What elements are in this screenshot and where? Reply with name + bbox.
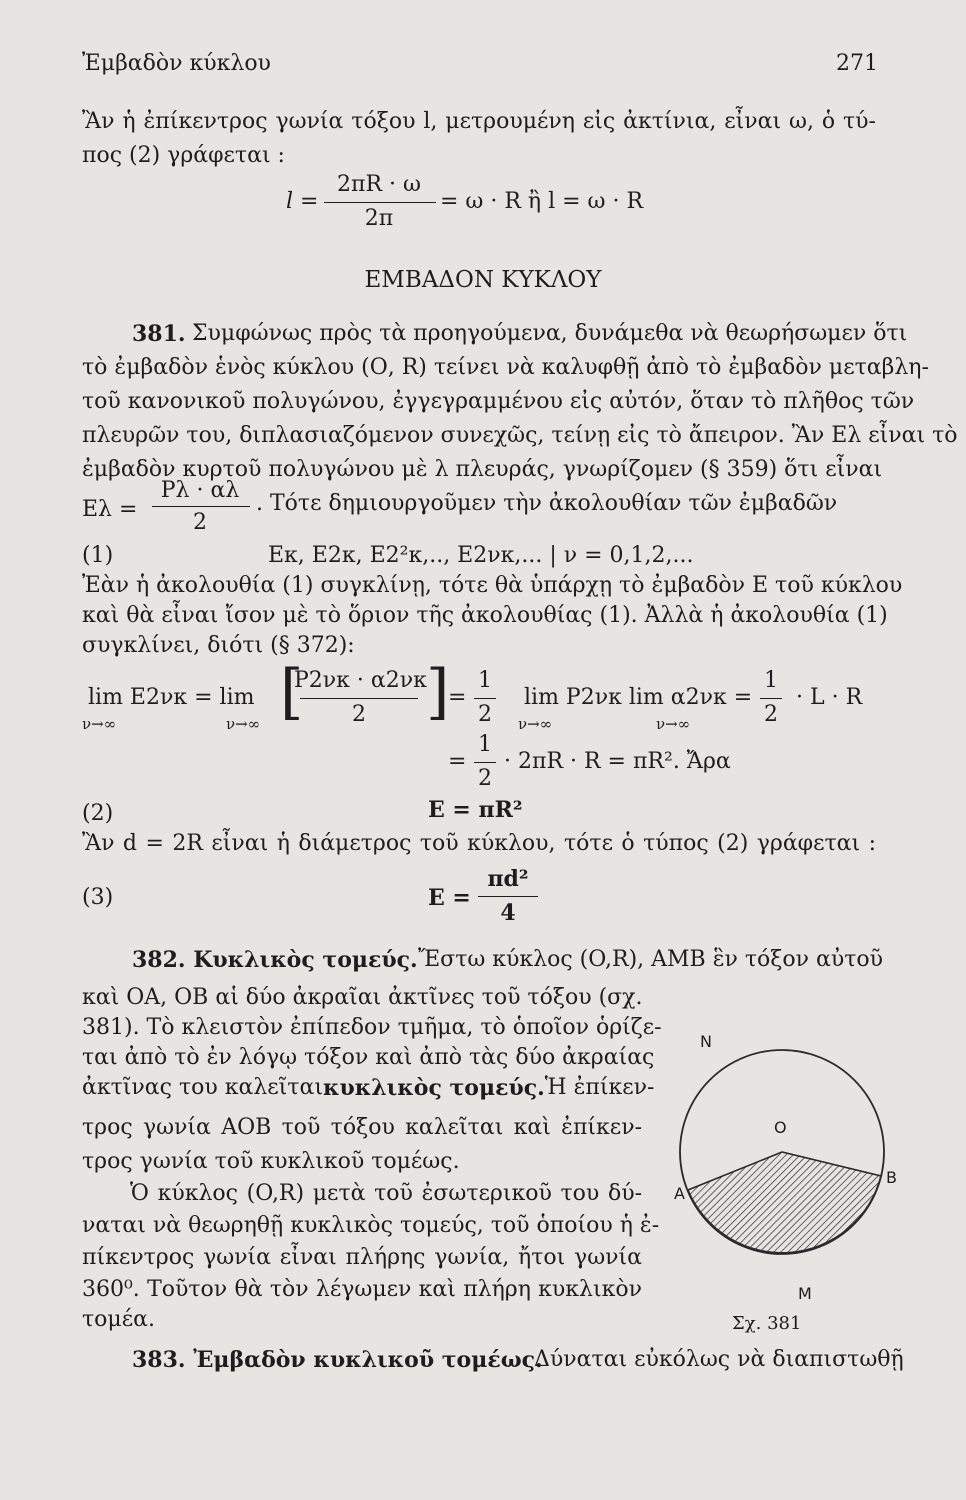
text-line: τοῦ κανονικοῦ πολυγώνου, ἐγγεγραμμένου εἰς αὐτόν, ὅταν τὸ πλῆθος τῶν bbox=[82, 389, 915, 414]
diameter-formula-lhs: E = bbox=[428, 885, 471, 911]
diameter-formula-numerator: πd² bbox=[487, 866, 529, 892]
text-line: Δύναται εὐκόλως νὰ διαπιστωθῇ bbox=[534, 1347, 904, 1372]
equation-label: (3) bbox=[82, 885, 114, 910]
paragraph-heading: 382. Κυκλικὸς τομεύς. bbox=[132, 947, 418, 973]
formula-lhs: l = bbox=[286, 189, 319, 214]
text-line: 381). Τὸ κλειστὸν ἐπίπεδον τμῆμα, τὸ ὁποῖον ὁρίζε- bbox=[82, 1015, 662, 1040]
text-line: τομέα. bbox=[82, 1307, 155, 1332]
text-line: συγκλίνει, διότι (§ 372): bbox=[82, 633, 355, 658]
circle-area-formula: E = πR² bbox=[428, 797, 523, 823]
limit-tail: · L · R bbox=[796, 685, 863, 710]
equation-label: (1) bbox=[82, 543, 114, 568]
text-line: τρος γωνία τοῦ κυκλικοῦ τομέως. bbox=[82, 1149, 460, 1174]
text-line bbox=[82, 1074, 655, 1102]
text-line: Ἂν ἡ ἐπίκεντρος γωνία τόξου l, μετρουμένη εἰς ἀκτίνια, εἶναι ω, ὁ τύ- bbox=[82, 109, 876, 134]
half-denominator: 2 bbox=[478, 766, 492, 791]
left-bracket: [ bbox=[280, 657, 304, 727]
fraction-bar bbox=[324, 202, 436, 203]
limit-subscript: ν→∞ bbox=[82, 715, 117, 733]
limit-lhs: lim E2νκ = lim bbox=[88, 685, 255, 710]
running-head: Ἐμβαδὸν κύκλου bbox=[82, 51, 271, 76]
area-formula-denominator: 2 bbox=[193, 510, 207, 535]
text-line: καὶ θὰ εἶναι ἴσον μὲ τὸ ὅριον τῆς ἀκολουθίας (1). Ἀλλὰ ἡ ἀκολουθία (1) bbox=[82, 603, 888, 628]
text-line: . Τότε δημιουργοῦμεν τὴν ἀκολουθίαν τῶν ἐμβαδῶν bbox=[256, 491, 838, 516]
half-numerator: 1 bbox=[478, 732, 492, 757]
figure-caption: Σχ. 381 bbox=[732, 1313, 802, 1334]
limit-subscript: ν→∞ bbox=[226, 715, 261, 733]
label-o: O bbox=[774, 1118, 787, 1137]
text-line: πος (2) γράφεται : bbox=[82, 143, 285, 168]
area-result: · 2πR · R = πR². Ἄρα bbox=[504, 749, 731, 774]
text-line: ναται νὰ θεωρηθῇ κυκλικὸς τομεύς, τοῦ ὁποίου ἡ ἐ- bbox=[82, 1213, 660, 1238]
text-line: 360⁰. Τοῦτον θὰ τὸν λέγωμεν καὶ πλήρη κυκλικὸν bbox=[82, 1277, 642, 1302]
formula-rest: = ω · R ἢ l = ω · R bbox=[440, 189, 644, 214]
text-line: Ἐὰν ἡ ἀκολουθία (1) συγκλίνῃ, τότε θὰ ὑπάρχῃ τὸ ἐμβαδὸν E τοῦ κύκλου bbox=[82, 573, 903, 598]
label-n: N bbox=[700, 1032, 712, 1051]
text-span: ἀκτῖνας του καλεῖται bbox=[82, 1075, 323, 1100]
text-line: τρος γωνία AOB τοῦ τόξου καλεῖται καὶ ἐπίκεν- bbox=[82, 1115, 642, 1140]
shaded-sector bbox=[688, 1152, 881, 1253]
text-line: ται ἀπὸ τὸ ἐν λόγῳ τόξον καὶ ἀπὸ τὰς δύο ἀκραίας bbox=[82, 1045, 655, 1070]
formula-numerator: 2πR · ω bbox=[337, 172, 421, 197]
half-numerator: 1 bbox=[478, 668, 492, 693]
text-line: Συμφώνως πρὸς τὰ προηγούμενα, δυνάμεθα νὰ θεωρήσωμεν ὅτι bbox=[192, 321, 908, 346]
sequence: Eκ, E2κ, E2²κ,.., E2νκ,... | ν = 0,1,2,... bbox=[268, 543, 694, 568]
label-b: B bbox=[886, 1168, 897, 1187]
paragraph-number: 381. bbox=[132, 321, 186, 347]
equals: = bbox=[448, 749, 467, 774]
equals: = bbox=[448, 685, 467, 710]
text-line: πίκεντρος γωνία εἶναι πλήρης γωνία, ἤτοι γωνία bbox=[82, 1245, 642, 1270]
text-line: ἐμβαδὸν κυρτοῦ πολυγώνου μὲ λ πλευράς, γνωρίζομεν (§ 359) ὅτι εἶναι bbox=[82, 457, 883, 482]
fraction-bar bbox=[300, 698, 418, 699]
fraction-bar bbox=[152, 506, 250, 507]
limit-frac-denominator: 2 bbox=[352, 702, 366, 727]
section-title: ΕΜΒΑΔΟΝ ΚΥΚΛΟΥ bbox=[364, 267, 602, 293]
paragraph-heading: 383. Ἐμβαδὸν κυκλικοῦ τομέως. bbox=[132, 1347, 543, 1373]
term-definition: κυκλικὸς τομεύς. bbox=[322, 1075, 545, 1101]
text-line: πλευρῶν του, διπλασιαζόμενον συνεχῶς, τείνῃ εἰς τὸ ἄπειρον. Ἂν Eλ εἶναι τὸ bbox=[82, 423, 958, 448]
label-m: M bbox=[798, 1284, 812, 1303]
label-a: A bbox=[674, 1184, 685, 1203]
fraction-bar bbox=[474, 698, 496, 699]
text-line: Ὁ κύκλος (O,R) μετὰ τοῦ ἐσωτερικοῦ του δύ- bbox=[130, 1181, 642, 1206]
fraction-bar bbox=[474, 762, 496, 763]
text-line: Ἔστω κύκλος (O,R), AMB ἓν τόξον αὐτοῦ bbox=[418, 947, 884, 972]
sector-diagram bbox=[660, 1040, 900, 1280]
page-number: 271 bbox=[836, 51, 878, 76]
area-formula-numerator: Pλ · αλ bbox=[160, 478, 240, 503]
area-formula-lhs: Eλ = bbox=[82, 497, 138, 522]
limit-frac-numerator: P2νκ · α2νκ bbox=[294, 668, 427, 693]
limit-subscript: ν→∞ bbox=[518, 715, 553, 733]
figure-381 bbox=[660, 1032, 900, 1320]
text-line: καὶ OA, OB αἱ δύο ἀκραῖαι ἀκτῖνες τοῦ τόξου (σχ. bbox=[82, 985, 643, 1010]
text-line: τὸ ἐμβαδὸν ἑνὸς κύκλου (Ο, R) τείνει νὰ καλυφθῇ ἀπὸ τὸ ἐμβαδὸν μεταβλη- bbox=[82, 355, 929, 380]
half-numerator: 1 bbox=[764, 668, 778, 693]
diameter-formula-denominator: 4 bbox=[500, 900, 516, 926]
half-denominator: 2 bbox=[764, 702, 778, 727]
text-line: Ἂν d = 2R εἶναι ἡ διάμετρος τοῦ κύκλου, τότε ὁ τύπος (2) γράφεται : bbox=[82, 831, 876, 856]
text-span: Ἡ ἐπίκεν- bbox=[544, 1075, 655, 1100]
half-denominator: 2 bbox=[478, 702, 492, 727]
equation-label: (2) bbox=[82, 801, 114, 826]
right-bracket: ] bbox=[426, 657, 450, 727]
fraction-bar bbox=[760, 698, 782, 699]
limit-subscript: ν→∞ bbox=[656, 715, 691, 733]
limit-product: lim P2νκ lim α2νκ = bbox=[524, 685, 753, 710]
formula-denominator: 2π bbox=[364, 206, 394, 231]
fraction-bar bbox=[478, 896, 538, 897]
